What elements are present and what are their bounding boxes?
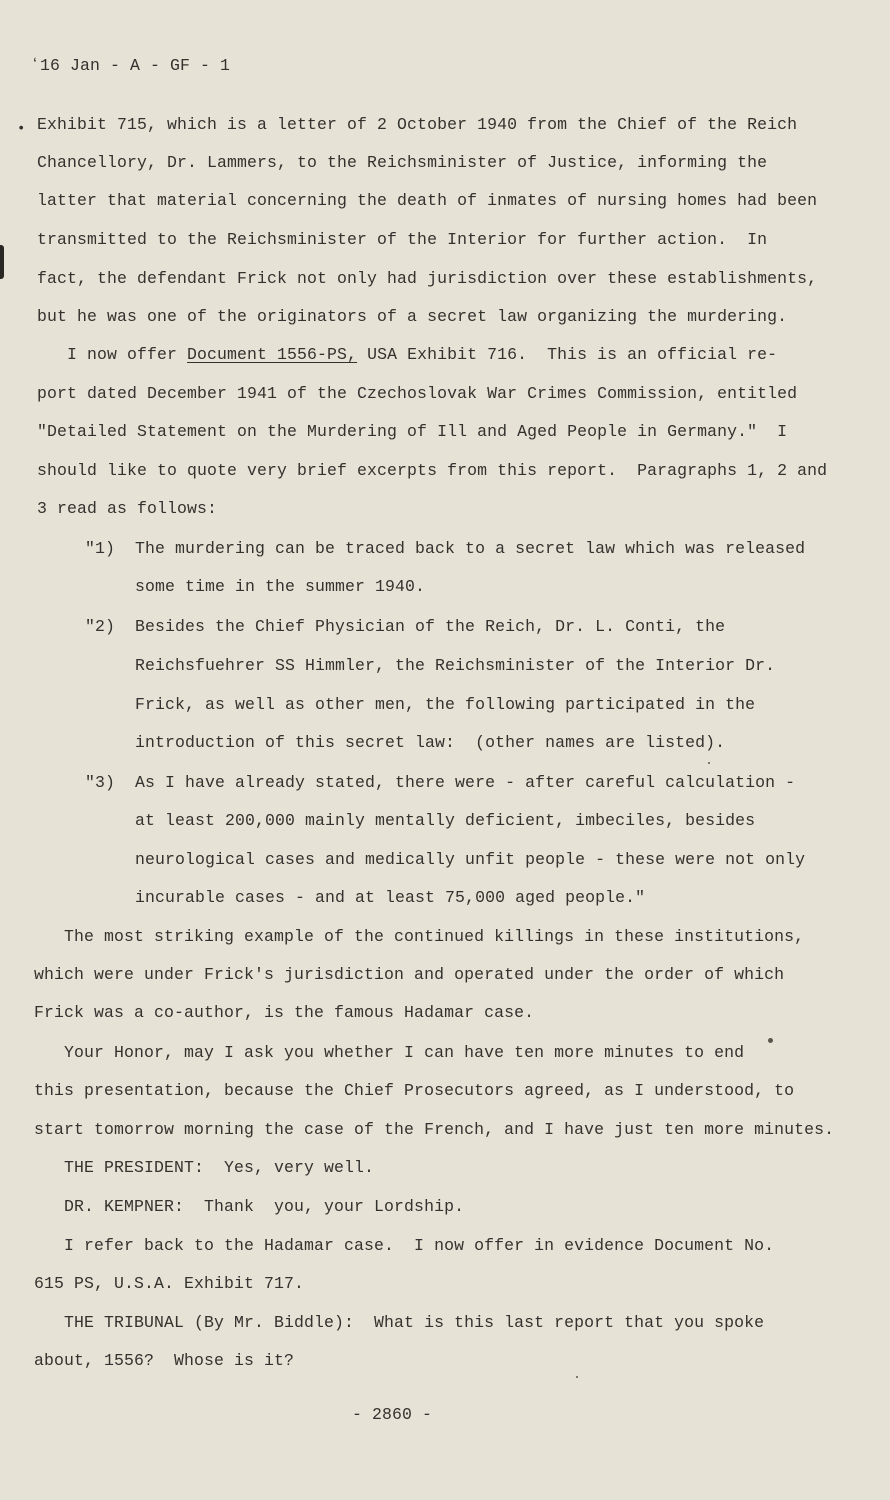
body-line-1: Exhibit 715, which is a letter of 2 October 1940 from the Chief of the Reich — [37, 115, 798, 134]
body-line-12: The most striking example of the continued killings in these institutions, — [34, 927, 805, 946]
body-line-17: start tomorrow morning the case of the French, and I have just ten more minutes. — [34, 1120, 835, 1139]
line-7-pre: I now offer — [37, 345, 188, 364]
body-line-10: should like to quote very brief excerpts from this report. Paragraphs 1, 2 and — [37, 461, 828, 480]
body-line-20: I refer back to the Hadamar case. I now offer in evidence Document No. — [34, 1236, 775, 1255]
paper-speck — [708, 762, 710, 764]
body-line-16: this presentation, because the Chief Prosecutors agreed, as I understood, to — [34, 1081, 795, 1100]
page-number: - 2860 - — [352, 1405, 433, 1424]
body-line-11: 3 read as follows: — [37, 499, 218, 518]
quote-line-9: neurological cases and medically unfit people - these were not only — [85, 850, 806, 869]
body-line-3: latter that material concerning the death of inmates of nursing homes had been — [37, 191, 818, 210]
quote-line-3: "2) Besides the Chief Physician of the Reich, Dr. L. Conti, the — [85, 617, 726, 636]
body-line-9: "Detailed Statement on the Murdering of Ill and Aged People in Germany." I — [37, 422, 788, 441]
body-line-13: which were under Frick's jurisdiction and operated under the order of which — [34, 965, 785, 984]
body-line-6: but he was one of the originators of a secret law organizing the murdering. — [37, 307, 788, 326]
document-reference: Document 1556-PS, — [187, 345, 358, 364]
quote-line-2: some time in the summer 1940. — [85, 577, 426, 596]
line-7-post: USA Exhibit 716. This is an official re- — [357, 345, 778, 364]
binding-mark — [0, 245, 4, 279]
body-line-7 — [37, 344, 777, 366]
body-line-4: transmitted to the Reichsminister of the Interior for further action. In — [37, 230, 768, 249]
body-line-22: THE TRIBUNAL (By Mr. Biddle): What is this last report that you spoke — [34, 1313, 765, 1332]
paper-speck — [576, 1376, 578, 1378]
quote-line-1: "1) The murdering can be traced back to a secret law which was released — [85, 539, 806, 558]
body-line-19: DR. KEMPNER: Thank you, your Lordship. — [34, 1197, 465, 1216]
quote-line-6: introduction of this secret law: (other names are listed). — [85, 733, 726, 752]
quote-line-4: Reichsfuehrer SS Himmler, the Reichsminister of the Interior Dr. — [85, 656, 776, 675]
paper-speck — [768, 1038, 773, 1043]
quote-line-7: "3) As I have already stated, there were - after careful calculation - — [85, 773, 796, 792]
body-line-8: port dated December 1941 of the Czechoslovak War Crimes Commission, entitled — [37, 384, 798, 403]
body-line-5: fact, the defendant Frick not only had jurisdiction over these establishments, — [37, 269, 818, 288]
page-header: ʻ16 Jan - A - GF - 1 — [30, 56, 231, 75]
body-line-15: Your Honor, may I ask you whether I can have ten more minutes to end — [34, 1043, 745, 1062]
body-line-18: THE PRESIDENT: Yes, very well. — [34, 1158, 375, 1177]
quote-line-8: at least 200,000 mainly mentally deficient, imbeciles, besides — [85, 811, 756, 830]
quote-line-5: Frick, as well as other men, the following participated in the — [85, 695, 756, 714]
bullet-mark: • — [17, 121, 26, 137]
body-line-23: about, 1556? Whose is it? — [34, 1351, 295, 1370]
quote-line-10: incurable cases - and at least 75,000 aged people." — [85, 888, 646, 907]
body-line-21: 615 PS, U.S.A. Exhibit 717. — [34, 1274, 305, 1293]
body-line-14: Frick was a co-author, is the famous Hadamar case. — [34, 1003, 535, 1022]
body-line-2: Chancellory, Dr. Lammers, to the Reichsminister of Justice, informing the — [37, 153, 768, 172]
